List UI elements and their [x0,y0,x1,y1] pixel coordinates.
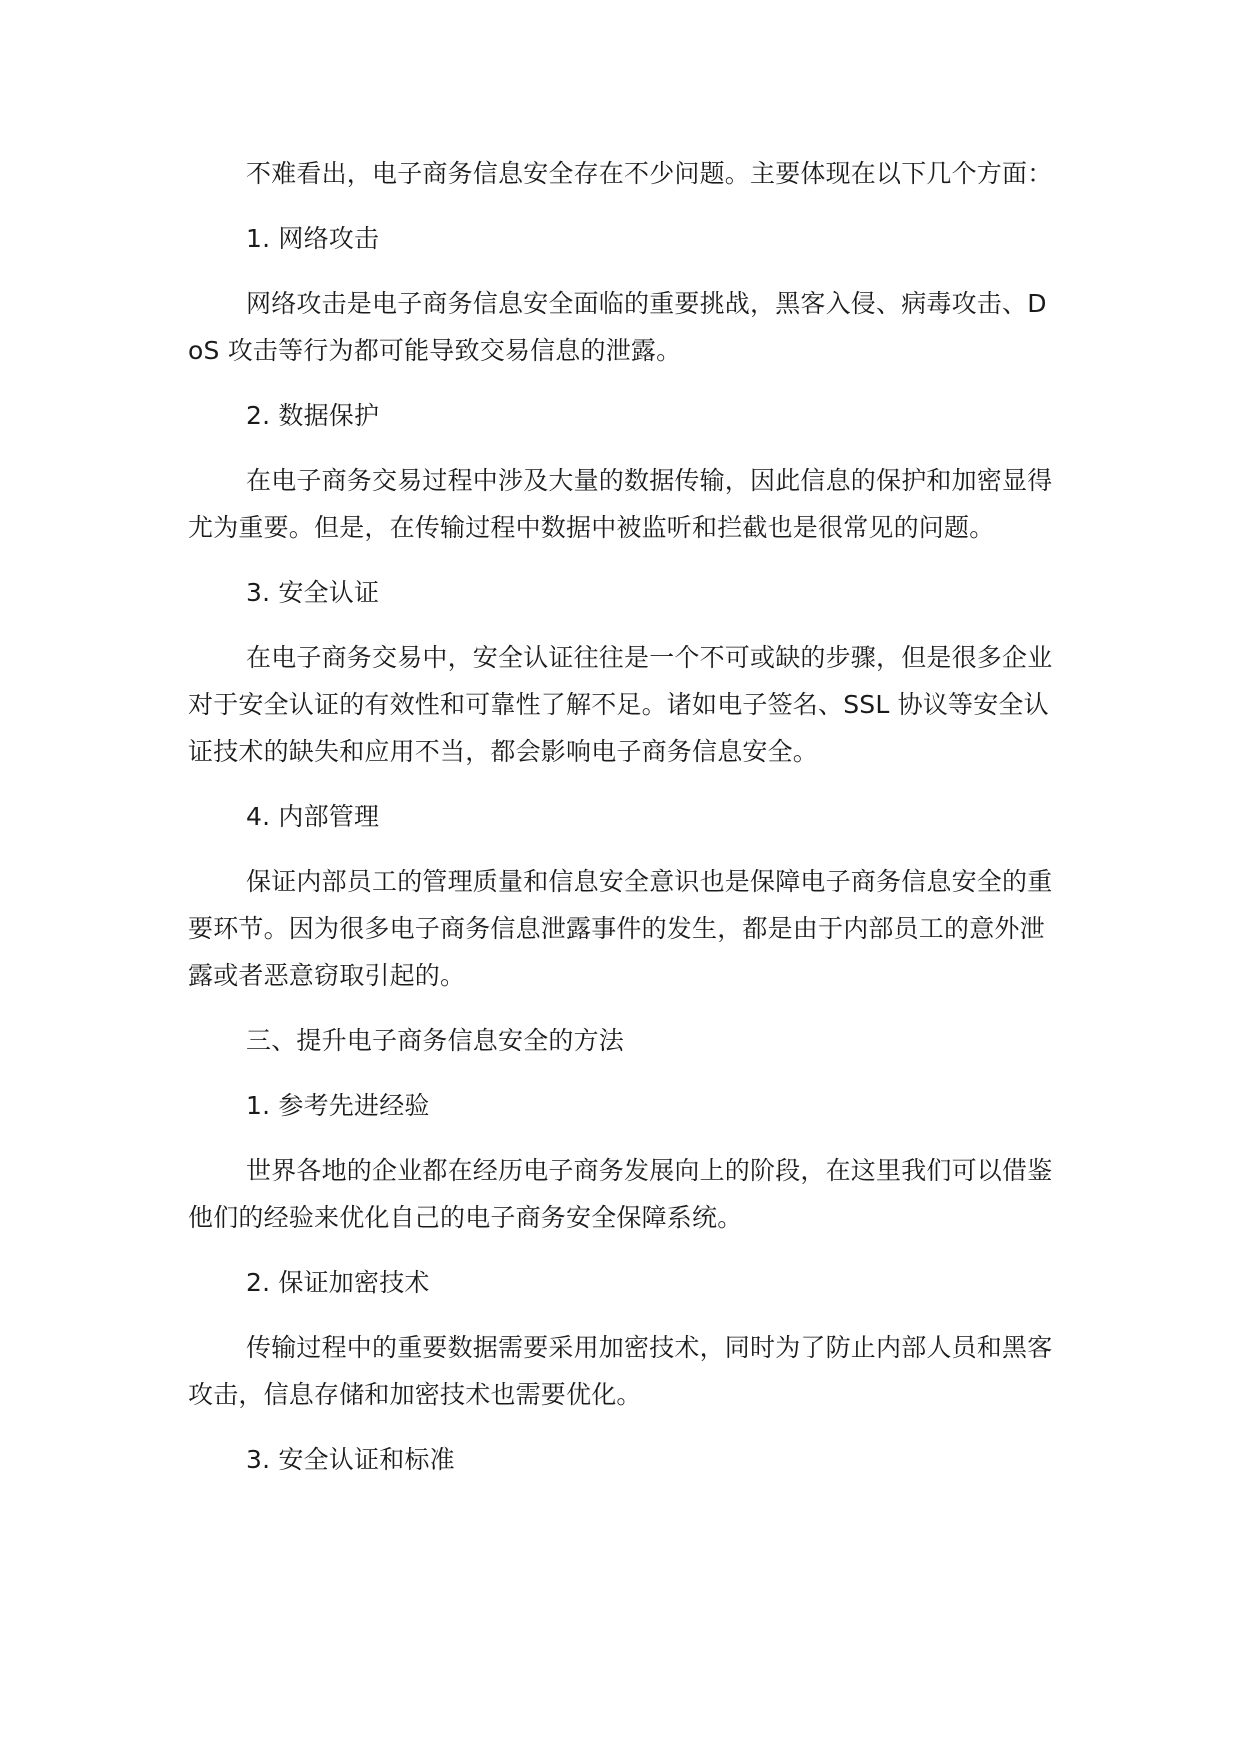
paragraph-data-protection: 在电子商务交易过程中涉及大量的数据传输，因此信息的保护和加密显得尤为重要。但是，在传输过程中数据中被监听和拦截也是很常见的问题。 [188,466,1053,542]
section-heading-improvement-methods: 三、提升电子商务信息安全的方法 [246,1026,625,1055]
list-heading-advanced-experience: 1. 参考先进经验 [246,1091,430,1120]
paragraph-security-auth: 在电子商务交易中，安全认证往往是一个不可或缺的步骤，但是很多企业对于安全认证的有效性和可靠性了解不足。诸如电子签名、SSL 协议等安全认证技术的缺失和应用不当，都会影响电子商务信息安全。 [188,643,1053,766]
list-heading-internal-management: 4. 内部管理 [246,802,380,831]
paragraph-internal-management: 保证内部员工的管理质量和信息安全意识也是保障电子商务信息安全的重要环节。因为很多电子商务信息泄露事件的发生，都是由于内部员工的意外泄露或者恶意窃取引起的。 [188,867,1053,990]
paragraph-advanced-experience: 世界各地的企业都在经历电子商务发展向上的阶段，在这里我们可以借鉴他们的经验来优化自己的电子商务安全保障系统。 [188,1156,1053,1232]
list-heading-security-auth: 3. 安全认证 [246,578,380,607]
list-heading-auth-standards: 3. 安全认证和标准 [246,1445,455,1474]
list-heading-data-protection: 2. 数据保护 [246,401,380,430]
list-heading-encryption: 2. 保证加密技术 [246,1268,430,1297]
document-body [188,150,1054,1483]
paragraph-intro: 不难看出，电子商务信息安全存在不少问题。主要体现在以下几个方面： [246,159,1053,188]
paragraph-network-attack: 网络攻击是电子商务信息安全面临的重要挑战，黑客入侵、病毒攻击、DoS 攻击等行为都可能导致交易信息的泄露。 [188,289,1047,365]
list-heading-network-attack: 1. 网络攻击 [246,224,380,253]
paragraph-encryption: 传输过程中的重要数据需要采用加密技术，同时为了防止内部人员和黑客攻击，信息存储和加密技术也需要优化。 [188,1333,1053,1409]
